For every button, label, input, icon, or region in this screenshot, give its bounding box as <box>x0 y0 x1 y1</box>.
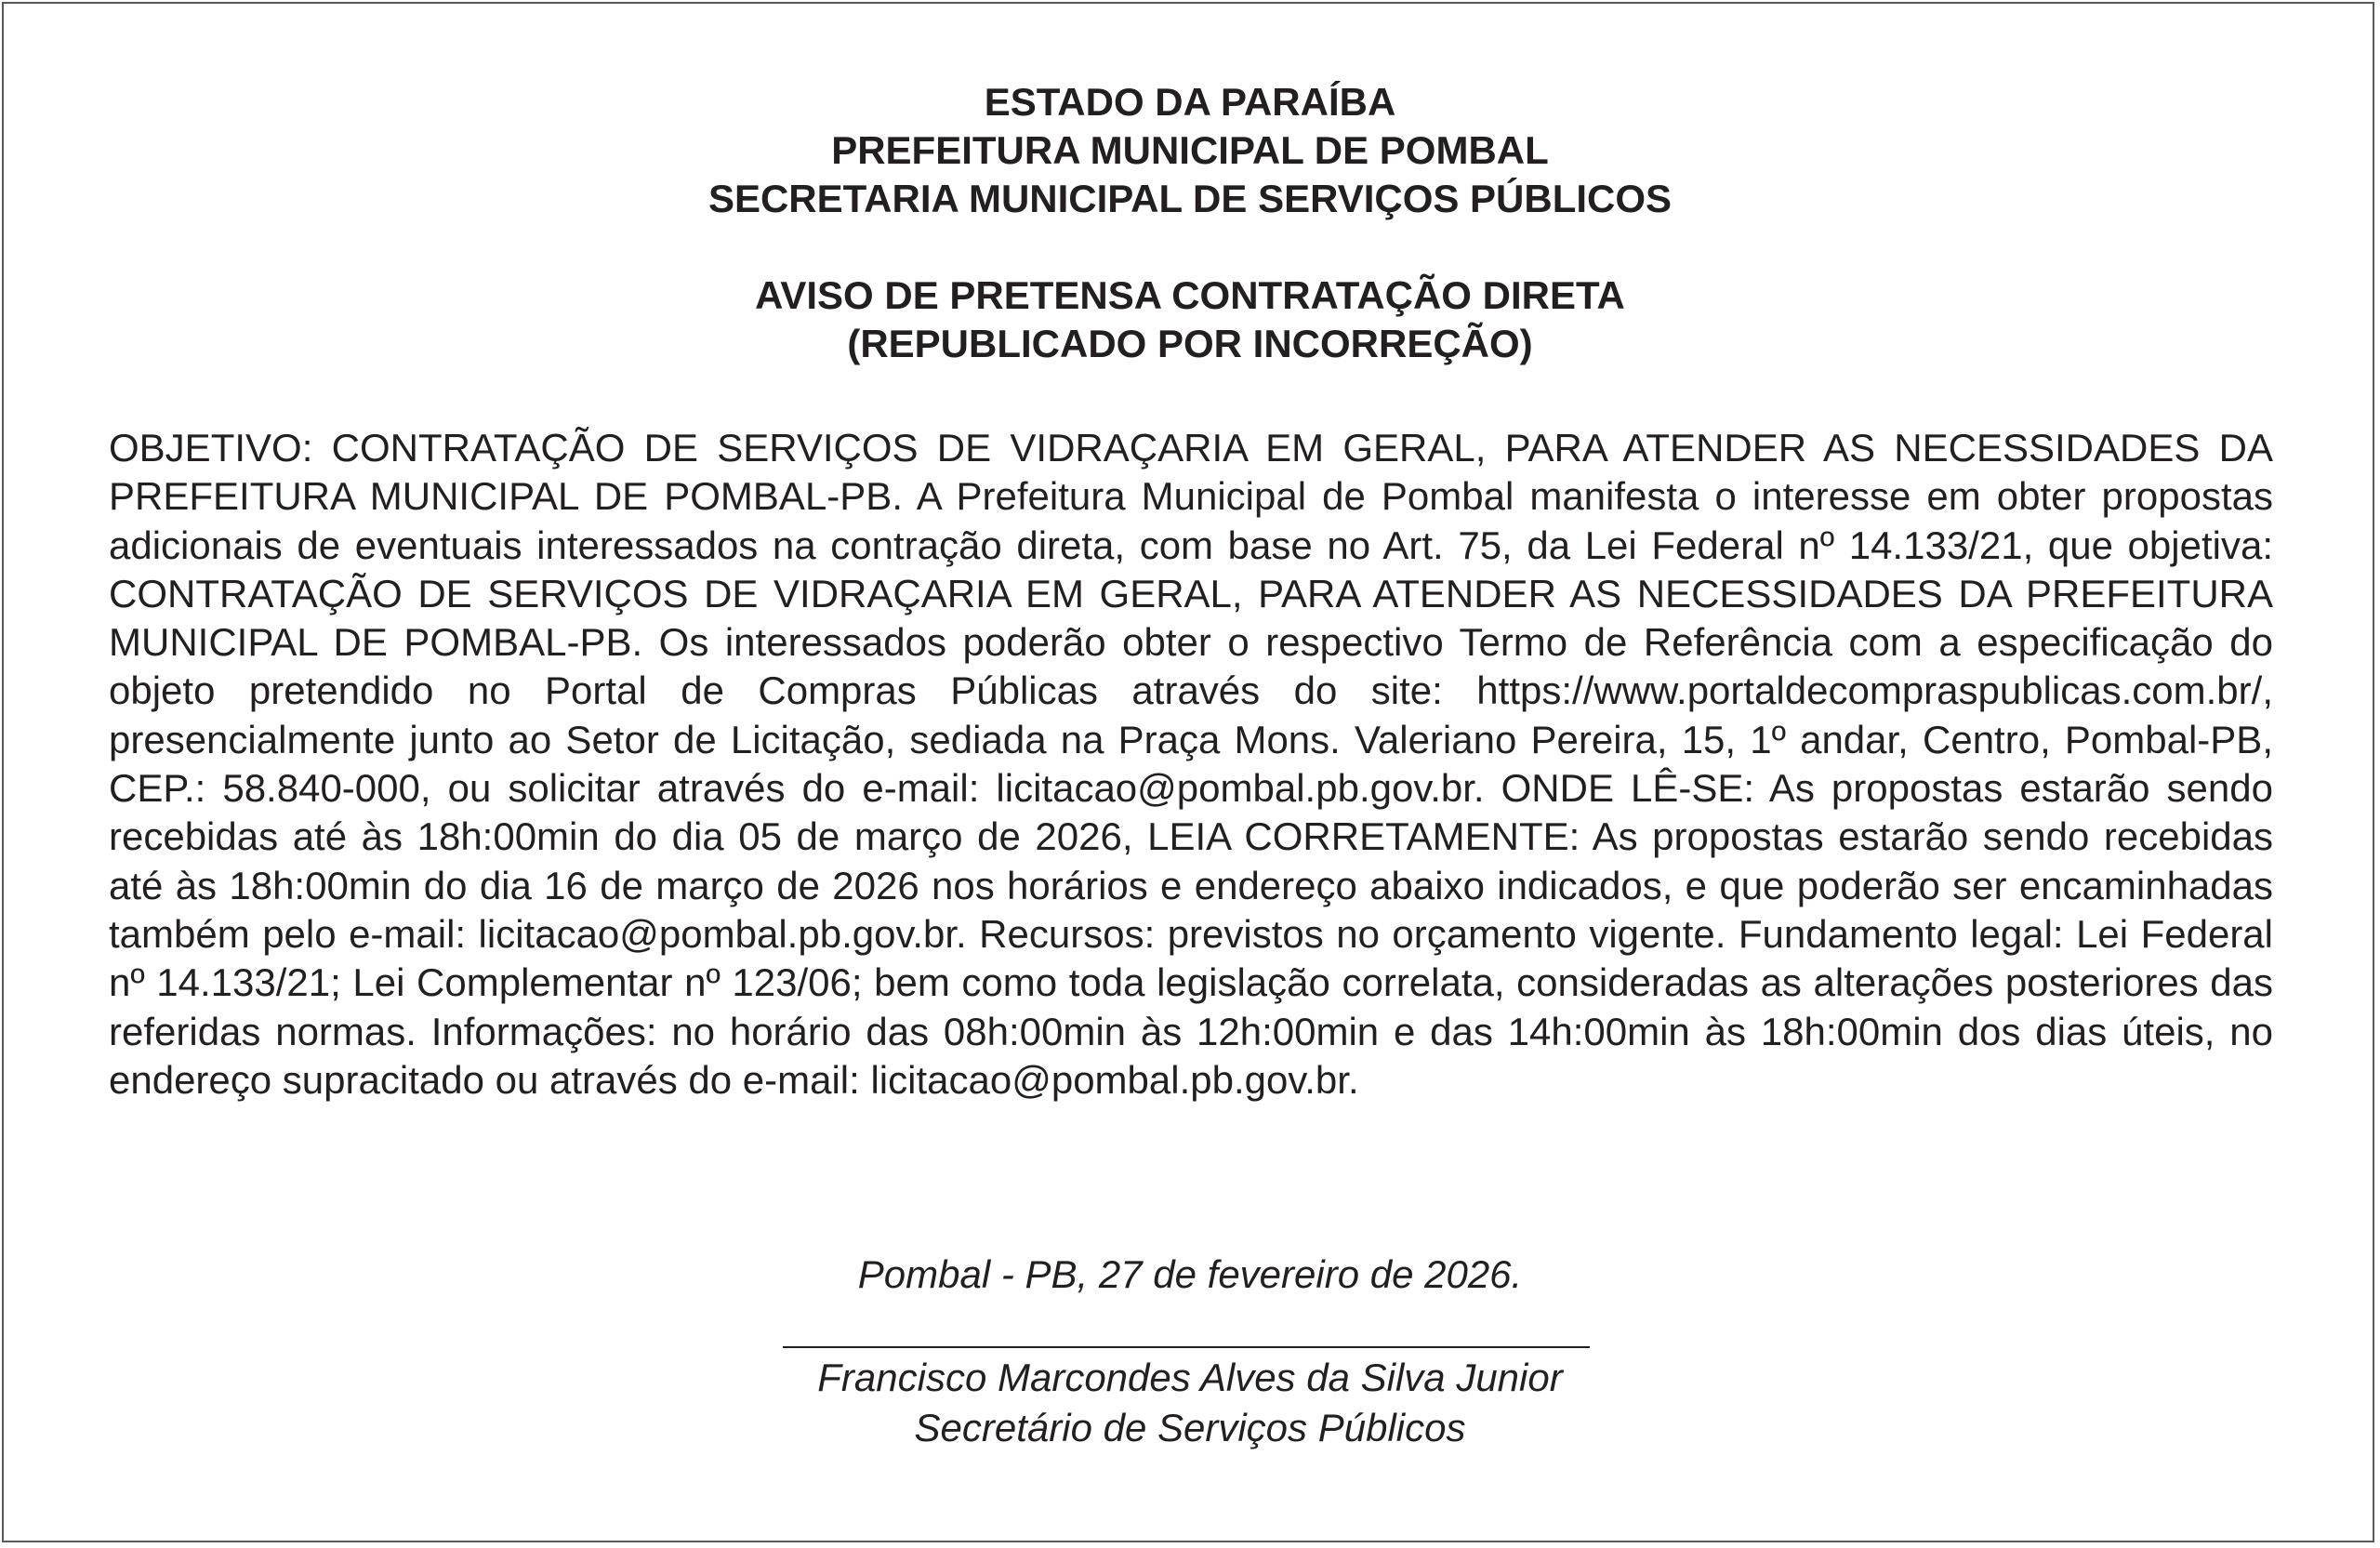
signature-block <box>0 1353 2380 1453</box>
notice-body: OBJETIVO: CONTRATAÇÃO DE SERVIÇOS DE VIDRAÇARIA EM GERAL, PARA ATENDER AS NECESSIDADES DA PREFEITURA MUNICIPAL DE POMBAL-PB. A Prefeitura Municipal de Pombal manifesta o interesse em obter propostas adicionais de eventuais interessados na contração direta, com base no Art. 75, da Lei Federal nº 14.133/21, que objetiva: CONTRATAÇÃO DE SERVIÇOS DE VIDRAÇARIA EM GERAL, PARA ATENDER AS NECESSIDADES DA PREFEITURA MUNICIPAL DE POMBAL-PB. Os interessados poderão obter o respectivo Termo de Referência com a especificação do objeto pretendido no Portal de Compras Públicas através do site: https://www.portaldecompraspublicas.com.br/, presencialmente junto ao Setor de Licitação, sediada na Praça Mons. Valeriano Pereira, 15, 1º andar, Centro, Pombal-PB, CEP.: 58.840-000, ou solicitar através do e-mail: licitacao@pombal.pb.gov.br. ONDE LÊ-SE: As propostas estarão sendo recebidas até às 18h:00min do dia 05 de março de 2026, LEIA CORRETAMENTE: As propostas estarão sendo recebidas até às 18h:00min do dia 16 de março de 2026 nos horários e endereço abaixo indicados, e que poderão ser encaminhadas também pelo e-mail: licitacao@pombal.pb.gov.br. Recursos: previstos no orçamento vigente. Fundamento legal: Lei Federal nº 14.133/21; Lei Complementar nº 123/06; bem como toda legislação correlata, consideradas as alterações posteriores das referidas normas. Informações: no horário das 08h:00min às 12h:00min e das 14h:00min às 18h:00min dos dias úteis, no endereço supracitado ou através do e-mail: licitacao@pombal.pb.gov.br. <box>109 426 2273 1102</box>
document-title <box>0 271 2380 368</box>
signature-line <box>783 1346 1590 1348</box>
title-main: AVISO DE PRETENSA CONTRATAÇÃO DIRETA <box>755 273 1625 317</box>
place-date: Pombal - PB, 27 de fevereiro de 2026. <box>857 1252 1523 1296</box>
header-state: ESTADO DA PARAÍBA <box>984 80 1396 124</box>
signer-name: Francisco Marcondes Alves da Silva Junior <box>817 1356 1563 1399</box>
document-header <box>0 78 2380 223</box>
signer-role: Secretário de Serviços Públicos <box>914 1406 1466 1449</box>
title-republished: (REPUBLICADO POR INCORREÇÃO) <box>847 322 1533 365</box>
header-secretariat: SECRETARIA MUNICIPAL DE SERVIÇOS PÚBLICOS <box>707 177 1673 220</box>
header-city-hall: PREFEITURA MUNICIPAL DE POMBAL <box>831 128 1549 172</box>
